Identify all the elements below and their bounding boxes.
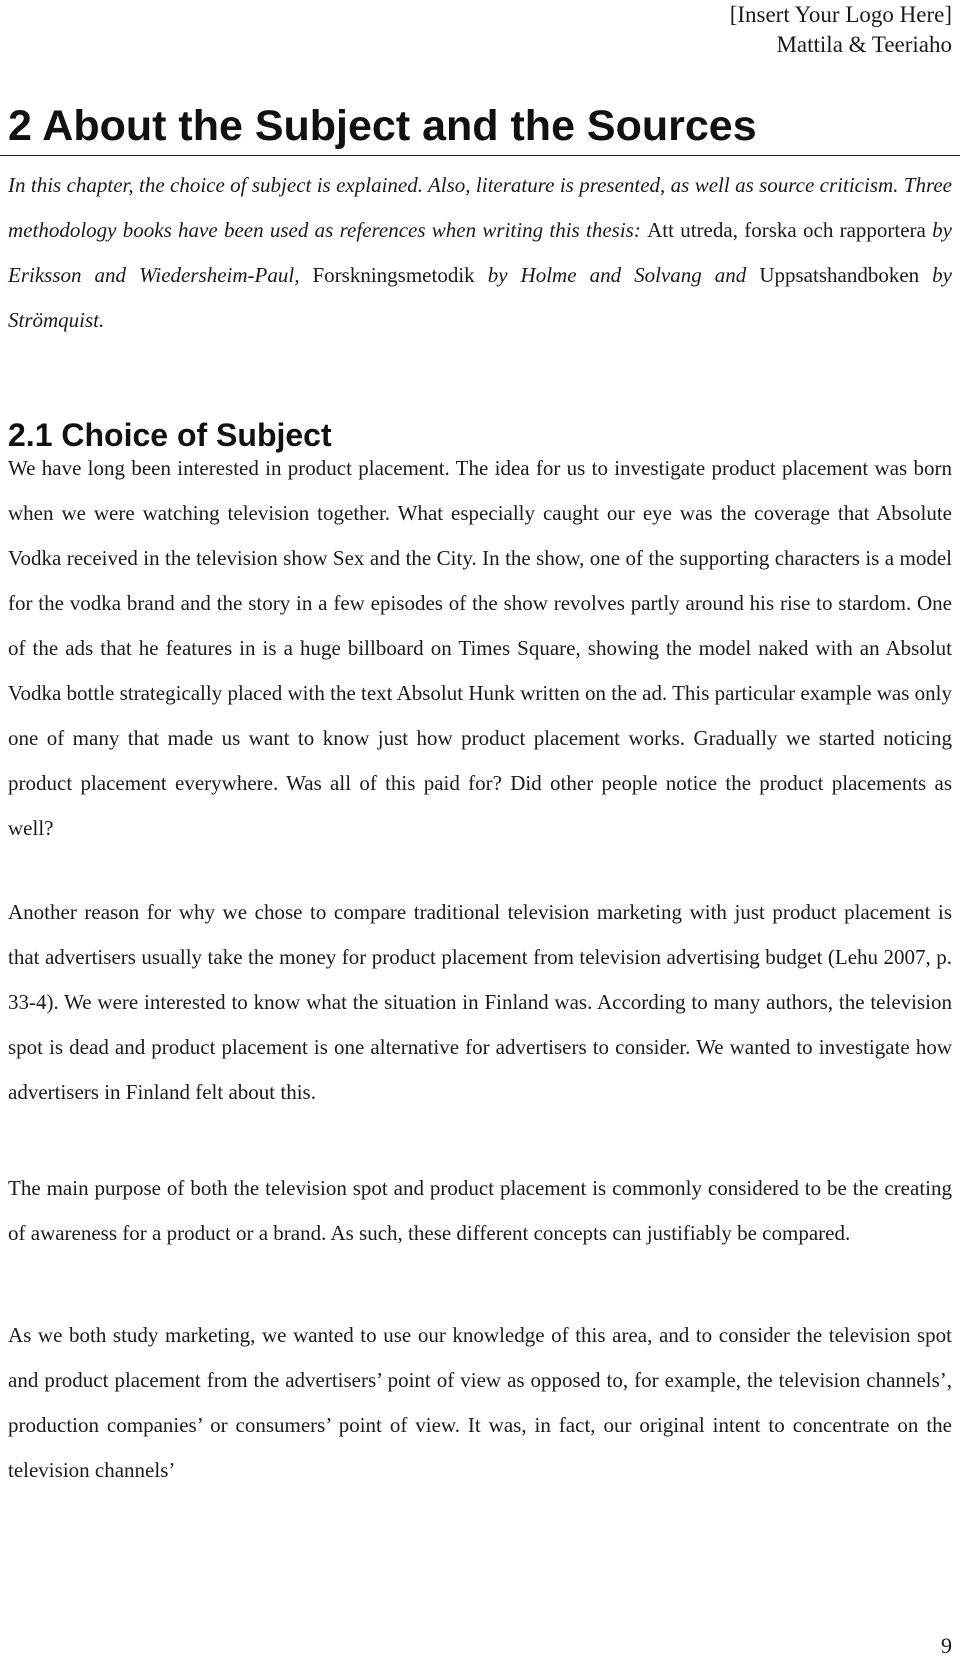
book-title-forskningsmetodik: Forskningsmetodik [312,263,475,287]
section-title: 2.1 Choice of Subject [8,417,332,453]
chapter-title-rule [0,155,960,156]
chapter-intro-paragraph [8,163,952,343]
body-paragraph-1: We have long been interested in product placement. The idea for us to investigate product placement was born when we were watching television together. What especially caught our eye was the coverage that Absolute Vodka received in the television show Sex and the City. In the show, one of the supporting characters is a model for the vodka brand and the story in a few episodes of the show revolves partly around his rise to stardom. One of the ads that he features in is a huge billboard on Times Square, showing the model naked with an Absolut Vodka bottle strategically placed with the text Absolut Hunk written on the ad. This particular example was only one of many that made us want to know just how product placement works. Gradually we started noticing product placement everywhere. Was all of this paid for? Did other people notice the product placements as well? [8,456,953,840]
intro-text-3: by Holme and Solvang and [474,263,760,287]
header-authors: Mattila & Teeriaho [776,32,952,57]
intro-text-4: by Strömquist. [8,263,952,332]
book-title-uppsatshandboken: Uppsatshandboken [759,263,920,287]
body-paragraph-4: As we both study marketing, we wanted to use our knowledge of this area, and to consider the television spot and product placement from the advertisers’ point of view as opposed to, for example, the television channels’, production companies’ or consumers’ point of view. It was, in fact, our original intent to concentrate on the television channels’ [8,1323,952,1482]
page-header [730,0,952,60]
book-title-att-utreda: Att utreda, forska och rapportera [647,218,926,242]
body-paragraph-3: The main purpose of both the television spot and product placement is commonly considered to be the creating of awareness for a product or a brand. As such, these different concepts can justifiably be compared. [8,1176,952,1245]
chapter-title: 2 About the Subject and the Sources [8,102,757,150]
logo-placeholder: [Insert Your Logo Here] [729,2,952,27]
body-paragraph-2: Another reason for why we chose to compare traditional television marketing with just product placement is that advertisers usually take the money for product placement from television advertising budget (Lehu 2007, p. 33-4). We were interested to know what the situation in Finland was. According to many authors, the television spot is dead and product placement is one alternative for advertisers to consider. We wanted to investigate how advertisers in Finland felt about this. [8,900,952,1104]
page-number: 9 [941,1633,952,1658]
intro-text-1: In this chapter, the choice of subject is explained. Also, literature is presented, as well as source criticism. Three methodology books have been used as references when writing this thesis: [8,173,952,242]
intro-text-2: by Eriksson and Wiedersheim-Paul, [8,218,952,287]
